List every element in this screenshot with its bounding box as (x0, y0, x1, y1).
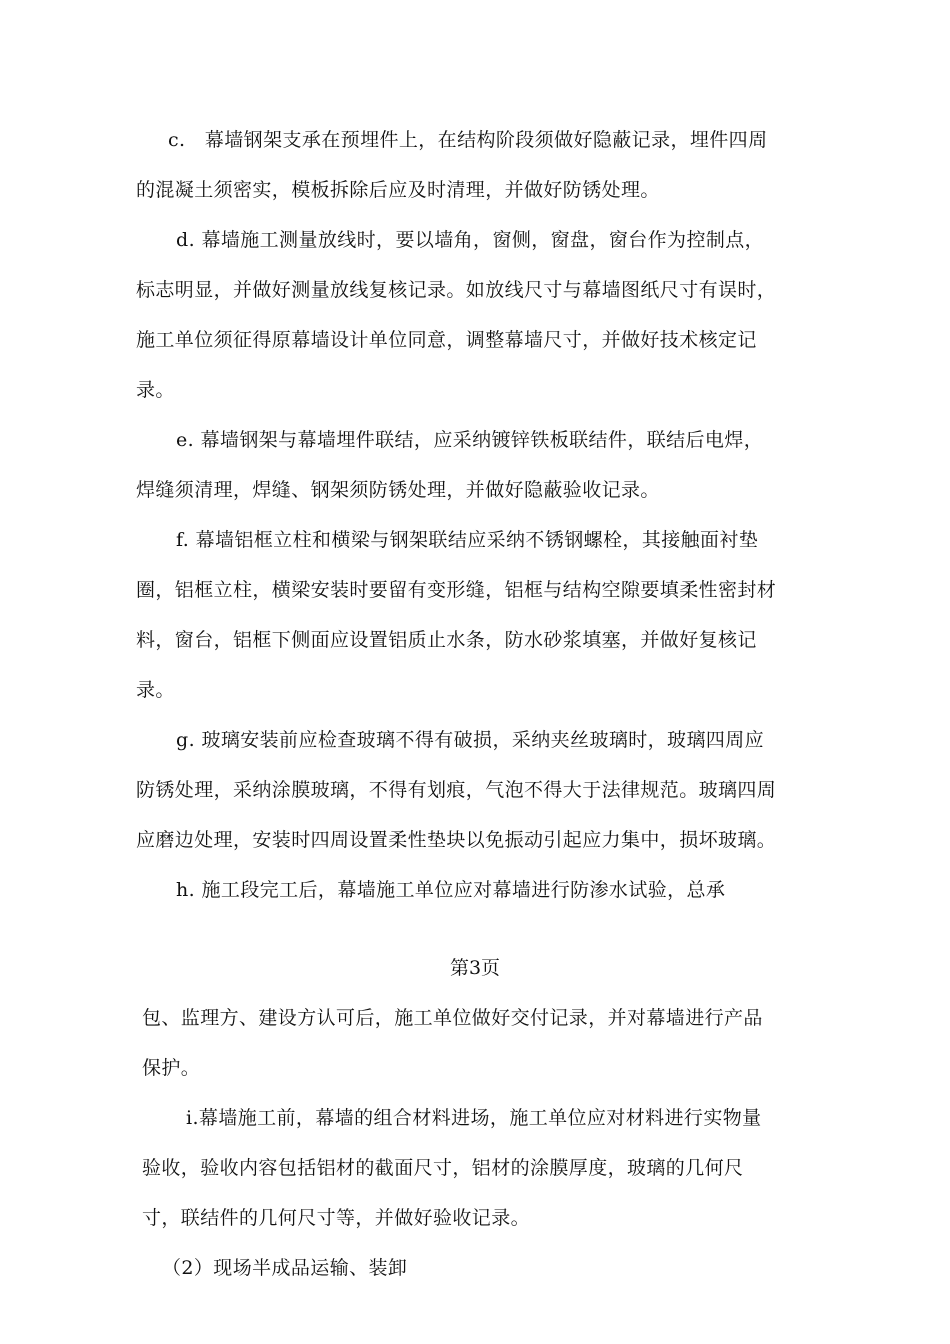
text-line: 的混凝土须密实，模板拆除后应及时清理，并做好防锈处理。 (136, 179, 660, 201)
text-line: 验收，验收内容包括铝材的截面尺寸，铝材的涂膜厚度，玻璃的几何尺 (142, 1157, 744, 1179)
text-line: 寸，联结件的几何尺寸等，并做好验收记录。 (142, 1207, 531, 1229)
text-line: 录。 (136, 679, 175, 701)
text-line: 应磨边处理，安装时四周设置柔性垫块以免振动引起应力集中，损坏玻璃。 (136, 829, 777, 851)
text-line: i.幕墙施工前，幕墙的组合材料进场，施工单位应对材料进行实物量 (186, 1107, 762, 1129)
text-line: 焊缝须清理，焊缝、钢架须防锈处理，并做好隐蔽验收记录。 (136, 479, 660, 501)
text-line: d. 幕墙施工测量放线时，要以墙角，窗侧，窗盘，窗台作为控制点， (176, 229, 765, 251)
text-line: c. 幕墙钢架支承在预埋件上，在结构阶段须做好隐蔽记录，埋件四周 (168, 129, 768, 151)
section-heading: （2）现场半成品运输、装卸 (162, 1257, 408, 1279)
text-line: 料，窗台，铝框下侧面应设置铝质止水条，防水砂浆填塞，并做好复核记 (136, 629, 757, 651)
text-line: 录。 (136, 379, 175, 401)
text-line: 防锈处理，采纳涂膜玻璃，不得有划痕，气泡不得大于法律规范。玻璃四周 (136, 779, 777, 801)
text-line: e. 幕墙钢架与幕墙埋件联结，应采纳镀锌铁板联结件，联结后电焊， (176, 429, 764, 451)
text-line: 圈，铝框立柱，横梁安装时要留有变形缝，铝框与结构空隙要填柔性密封材 (136, 579, 777, 601)
text-line: 施工单位须征得原幕墙设计单位同意，调整幕墙尺寸，并做好技术核定记 (136, 329, 757, 351)
text-line: f. 幕墙铝框立柱和横梁与钢架联结应采纳不锈钢螺栓，其接触面衬垫 (176, 529, 759, 551)
text-line: 标志明显，并做好测量放线复核记录。如放线尺寸与幕墙图纸尺寸有误时， (136, 279, 777, 301)
text-line: h. 施工段完工后，幕墙施工单位应对幕墙进行防渗水试验，总承 (176, 879, 726, 901)
text-line: 包、监理方、建设方认可后，施工单位做好交付记录，并对幕墙进行产品 (142, 1007, 763, 1029)
text-line: g. 玻璃安装前应检查玻璃不得有破损，采纳夹丝玻璃时，玻璃四周应 (176, 729, 765, 751)
page-number: 第3页 (449, 957, 501, 979)
text-line: 保护。 (142, 1057, 201, 1079)
